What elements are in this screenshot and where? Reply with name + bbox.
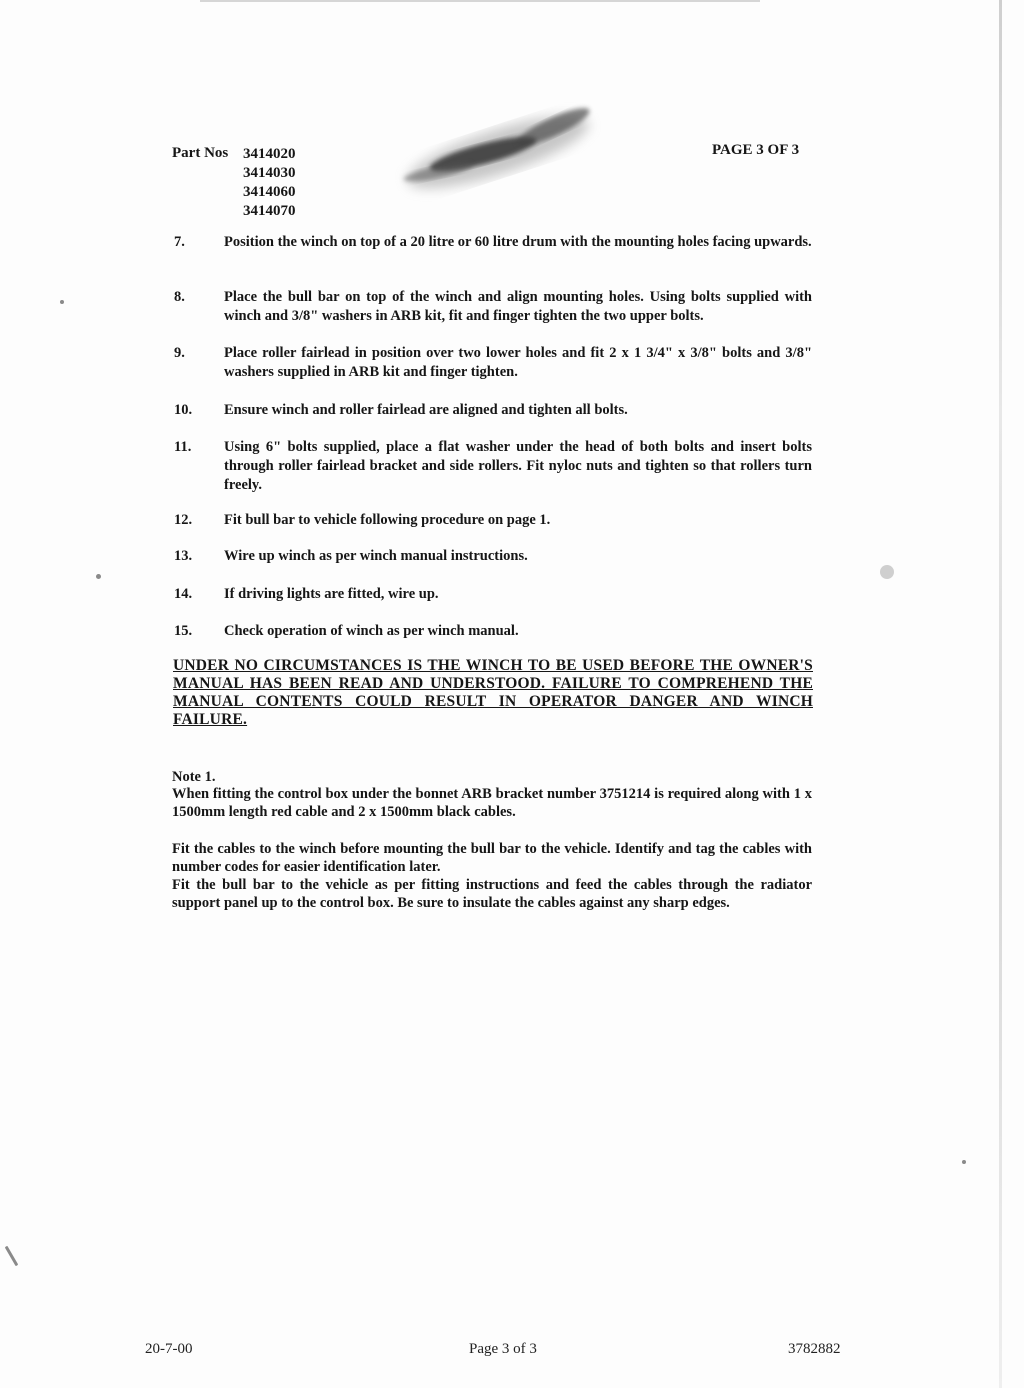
footer-document-number: 3782882 xyxy=(788,1341,841,1357)
scan-speck xyxy=(96,574,101,579)
scan-speck xyxy=(60,300,64,304)
step-number: 12. xyxy=(174,512,193,528)
step-number: 8. xyxy=(174,289,185,305)
page-indicator-header: PAGE 3 OF 3 xyxy=(712,142,800,158)
step-text: Position the winch on top of a 20 litre or 60 litre drum with the mounting holes facing upwards. xyxy=(224,234,812,250)
part-number: 3414060 xyxy=(243,184,296,200)
safety-warning: UNDER NO CIRCUMSTANCES IS THE WINCH TO BE USED BEFORE THE OWNER'S MANUAL HAS BEEN READ AND UNDERSTOOD. FAILURE TO COMPREHEND THE MANUAL CONTENTS COULD RESULT IN OPERATOR DANGER AND WINCH FAILURE. xyxy=(173,657,813,728)
step-number: 10. xyxy=(174,402,193,418)
part-number: 3414030 xyxy=(243,165,296,181)
scan-speck xyxy=(5,1246,19,1267)
step-text: Wire up winch as per winch manual instructions. xyxy=(224,548,528,564)
scan-edge-top xyxy=(200,0,760,2)
step-text: Fit bull bar to vehicle following procedure on page 1. xyxy=(224,512,551,528)
step-number: 11. xyxy=(174,439,192,455)
step-text: If driving lights are fitted, wire up. xyxy=(224,586,439,602)
part-number: 3414020 xyxy=(243,146,296,162)
ink-smudge xyxy=(378,92,628,202)
note-title: Note 1. xyxy=(172,769,216,785)
step-number: 13. xyxy=(174,548,193,564)
step-text: Using 6" bolts supplied, place a flat washer under the head of both bolts and insert bolts through roller fairlead bracket and side rollers. Fit nyloc nuts and tighten so that rollers turn freely. xyxy=(224,439,812,493)
step-text: Place the bull bar on top of the winch and align mounting holes. Using bolts supplied with winch and 3/8" washers in ARB kit, fit and finger tighten the two upper bolts. xyxy=(224,289,812,324)
note-paragraph: When fitting the control box under the bonnet ARB bracket number 3751214 is required along with 1 x 1500mm length red cable and 2 x 1500mm black cables. xyxy=(172,786,812,820)
footer-page-number: Page 3 of 3 xyxy=(469,1341,537,1357)
note-paragraph: Fit the bull bar to the vehicle as per fitting instructions and feed the cables through the radiator support panel up to the control box. Be sure to insulate the cables against any sharp edges. xyxy=(172,877,812,911)
step-text: Ensure winch and roller fairlead are aligned and tighten all bolts. xyxy=(224,402,628,418)
note-paragraph: Fit the cables to the winch before mounting the bull bar to the vehicle. Identify and tag the cables with number codes for easier identification later. xyxy=(172,841,812,875)
scan-speck xyxy=(962,1160,966,1164)
step-text: Check operation of winch as per winch manual. xyxy=(224,623,519,639)
step-number: 9. xyxy=(174,345,185,361)
part-numbers-label: Part Nos xyxy=(172,145,229,161)
scan-edge-right xyxy=(999,0,1002,1388)
step-number: 14. xyxy=(174,586,193,602)
part-number: 3414070 xyxy=(243,203,296,219)
step-number: 15. xyxy=(174,623,193,639)
footer-date: 20-7-00 xyxy=(145,1341,193,1357)
part-numbers-list xyxy=(243,145,296,221)
scan-speck xyxy=(880,565,894,579)
step-text: Place roller fairlead in position over two lower holes and fit 2 x 1 3/4" x 3/8" bolts and 3/8" washers supplied in ARB kit and finger tighten. xyxy=(224,345,812,380)
step-number: 7. xyxy=(174,234,185,250)
